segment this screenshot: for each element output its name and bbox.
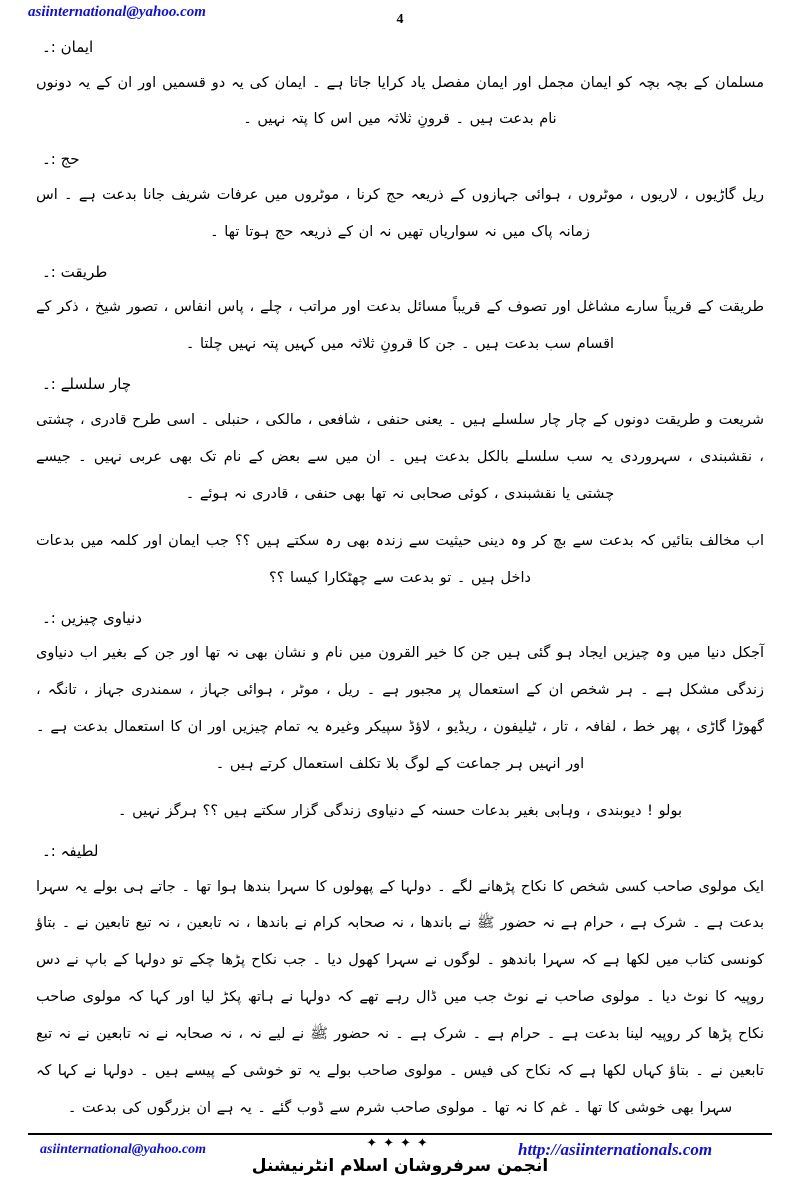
section-latifa (28, 840, 772, 1127)
section-hajj (28, 148, 772, 250)
footer-email[interactable]: asiinternational@yahoo.com (40, 1142, 207, 1157)
star-ornament-icon: ✦ (366, 1136, 384, 1152)
paragraph: شریعت و طریقت دونوں کے چار چار سلسلے ہیں ۔ یعنی حنفی ، شافعی ، مالکی ، حنبلی ۔ اسی طرح قادری ، چشتی ، نقشبندی ، سہروردی یہ سب سلسلے بالکل بدعت ہیں ۔ ان میں سے بعض کے نام تک بھی عربی نہیں ۔ جیسے چشتی یا نقشبندی ، کوئی صحابی نہ تھا بھی حنفی ، قادری نہ ہوئے ۔ (36, 411, 764, 502)
document-body (28, 36, 772, 1176)
page-footer (28, 1133, 772, 1164)
section-heading-iman: ایمان :۔ (42, 38, 94, 56)
star-ornament-icon: ✦ (416, 1136, 434, 1152)
star-ornament-icon: ✦ (400, 1136, 417, 1152)
page-number: 4 (396, 12, 404, 27)
footer-divider (28, 1133, 772, 1135)
section-heading-latifa: لطیفہ :۔ (42, 842, 99, 860)
star-ornament-icon: ✦ (383, 1136, 400, 1152)
paragraph: مسلمان کے بچہ بچہ کو ایمان مجمل اور ایمان مفصل یاد کرایا جاتا ہے ۔ ایمان کی یہ دو قسمیں اور ان کے یہ دونوں نام بدعت ہیں ۔ قرونِ ثلاثہ میں اس کا پتہ نہیں ۔ (36, 74, 764, 128)
section-heading-char-silsilay: چار سلسلے :۔ (42, 375, 132, 394)
section-dunyawi-cheezain (28, 607, 772, 830)
section-heading-hajj: حج :۔ (42, 150, 80, 169)
paragraph: بولو ! دیوبندی ، وہابی بغیر بدعات حسنہ کے دنیاوی زندگی گزار سکتے ہیں ؟؟ ہرگز نہیں ۔ (118, 803, 682, 820)
section-heading-tariqat: طریقت :۔ (42, 262, 108, 281)
paragraph: اب مخالف بتائیں کہ بدعت سے بچ کر وہ دینی حیثیت سے زندہ بھی رہ سکتے ہیں ؟؟ جب ایمان اور کلمہ میں بدعات داخل ہیں ۔ تو بدعت سے چھٹکارا کیسا ؟؟ (36, 532, 764, 586)
page-header (0, 4, 800, 28)
paragraph: آجکل دنیا میں وہ چیزیں ایجاد ہو گئی ہیں جن کا خیر القرون میں نام و نشان بھی نہ تھا اور جن کے بغیر اب دنیاوی زندگی مشکل ہے ۔ ہر شخص ان کے استعمال پر مجبور ہے ۔ ریل ، موٹر ، ہوائی جہاز ، سمندری جہاز ، تانگہ ، گھوڑا گاڑی ، پھر خط ، لفافہ ، تار ، ٹیلیفون ، ریڈیو ، لاؤڈ سپیکر وغیرہ یہ تمام چیزیں اور ان کا استعمال بدعت ہے ۔ اور انہیں ہر جماعت کے لوگ بلا تکلف استعمال کرتے ہیں ۔ (36, 645, 764, 773)
section-iman (28, 36, 772, 138)
section-char-silsilay (28, 373, 772, 596)
header-email: asiinternational@yahoo.com (28, 4, 206, 20)
section-tariqat (28, 261, 772, 363)
section-heading-dunyawi-cheezain: دنیاوی چیزیں :۔ (42, 608, 142, 627)
paragraph: ریل گاڑیوں ، لاریوں ، موٹروں ، ہوائی جہازوں کے ذریعہ حج کرنا ، موٹروں میں عرفات شریف جانا بدعت ہے ۔ اس زمانہ پاک میں نہ سواریاں تھیں نہ ان کے ذریعہ حج ہوتا تھا ۔ (36, 186, 764, 240)
footer-website-link[interactable]: http://asiinternationals.com (518, 1140, 713, 1159)
footer-row (28, 1142, 772, 1164)
paragraph: ایک مولوی صاحب کسی شخص کا نکاح پڑھانے لگے ۔ دولہا کے پھولوں کا سہرا بندھا ہوا تھا ۔ جاتے ہی بولے یہ سہرا بدعت ہے ۔ شرک ہے ، حرام ہے نہ حضور ﷺ نے باندھا ، نہ صحابہ کرام نے باندھا ، نہ تابعین ، نہ تبع تابعین نے ۔ بتاؤ کونسی کتاب میں لکھا ہے کہ سہرا باندھو ۔ لوگوں نے سہرا کھول دیا ۔ جب نکاح پڑھا چکے تو دولہا کے باپ نے دس روپیہ کا نوٹ دیا ۔ مولوی صاحب نے نوٹ جب میں ڈال رہے تھے کہ دولہا نے ہاتھ پکڑ لیا اور کہا کہ مولوی صاحب نکاح پڑھا کر روپیہ لینا بدعت ہے ۔ حرام ہے ۔ شرک ہے ۔ نہ حضور ﷺ نے لیے نہ ، نہ صحابہ نے نہ تابعین نے نہ تبع تابعین نے ۔ بتاؤ کہاں لکھا ہے کہ نکاح کی فیس ۔ مولوی صاحب بولے یہ تو خوشی کے پیسے ہیں ۔ دولہا نے کہا کہ سہرا بھی خوشی کا تھا ۔ غم کا نہ تھا ۔ مولوی صاحب شرم سے ڈوب گئے ۔ یہ ہے ان بزرگوں کی بدعت ۔ (36, 878, 764, 1117)
organisation-name: انجمن سرفروشان اسلام انٹرنیشنل (251, 1156, 549, 1177)
paragraph: طریقت کے قریباً سارے مشاغل اور تصوف کے قریباً مسائل بدعت اور مراتب ، چلے ، پاس انفاس ، تصور شیخ ، ذکر کے اقسام سب بدعت ہیں ۔ جن کا قرونِ ثلاثہ میں کہیں پتہ نہیں چلتا ۔ (36, 299, 764, 353)
